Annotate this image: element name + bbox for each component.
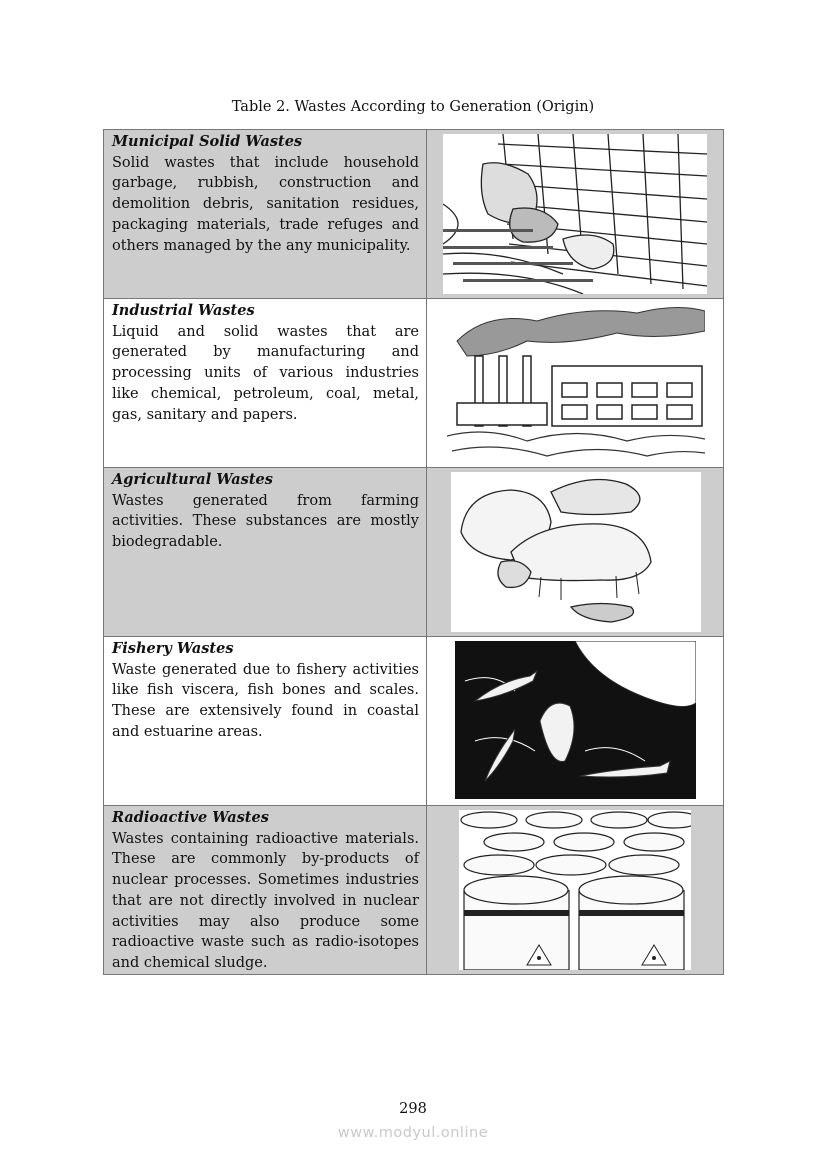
municipal-waste-drawing — [443, 134, 707, 294]
text-cell — [104, 299, 427, 468]
table-caption: Table 2. Wastes According to Generation (Origin) — [231, 99, 595, 115]
text-cell — [104, 130, 427, 299]
row-title: Radioactive Wastes — [112, 809, 269, 826]
table-row — [104, 806, 724, 975]
row-title: Municipal Solid Wastes — [112, 133, 303, 150]
row-title: Agricultural Wastes — [112, 471, 273, 488]
text-cell — [104, 806, 427, 975]
row-description: Wastes generated from farming activities. These substances are mostly biodegradable. — [112, 492, 419, 551]
image-cell — [427, 130, 724, 299]
row-description: Solid wastes that include household garbage, rubbish, construction and demolition debris, sanitation residues, packaging materials, trade refuges and others managed by the any municipality. — [112, 154, 419, 254]
dead-fish-illustration — [455, 641, 696, 799]
image-cell — [427, 468, 724, 637]
image-cell — [427, 806, 724, 975]
table-row — [104, 130, 724, 299]
page-number: 298 — [399, 1101, 427, 1117]
row-description: Waste generated due to fishery activities like fish viscera, fish bones and scales. These are extensively found in coastal and estuarine areas. — [112, 661, 419, 740]
watermark: www.modyul.online — [337, 1125, 489, 1141]
text-cell — [104, 637, 427, 806]
pigs-illustration — [451, 472, 701, 632]
image-cell — [427, 637, 724, 806]
text-cell — [104, 468, 427, 637]
table-row — [104, 299, 724, 468]
factory-smoke-illustration — [447, 301, 705, 463]
image-cell — [427, 299, 724, 468]
pigs-drawing — [451, 472, 701, 632]
municipal-waste-illustration — [443, 134, 707, 294]
wastes-table — [103, 129, 724, 975]
radioactive-barrels-drawing — [459, 810, 691, 970]
table-row — [104, 637, 724, 806]
radioactive-barrels-illustration — [459, 810, 691, 970]
row-title: Industrial Wastes — [112, 302, 255, 319]
row-title: Fishery Wastes — [112, 640, 234, 657]
table-row — [104, 468, 724, 637]
dead-fish-drawing — [455, 641, 696, 799]
row-description: Wastes containing radioactive materials. These are commonly by-products of nuclear processes. Sometimes industries that are not directly involved in nuclear activities may also produce some radioactive waste such as radio-isotopes and chemical sludge. — [112, 830, 419, 971]
row-description: Liquid and solid wastes that are generated by manufacturing and processing units of various industries like chemical, petroleum, coal, metal, gas, sanitary and papers. — [112, 323, 419, 423]
factory-smoke-drawing — [447, 301, 705, 463]
